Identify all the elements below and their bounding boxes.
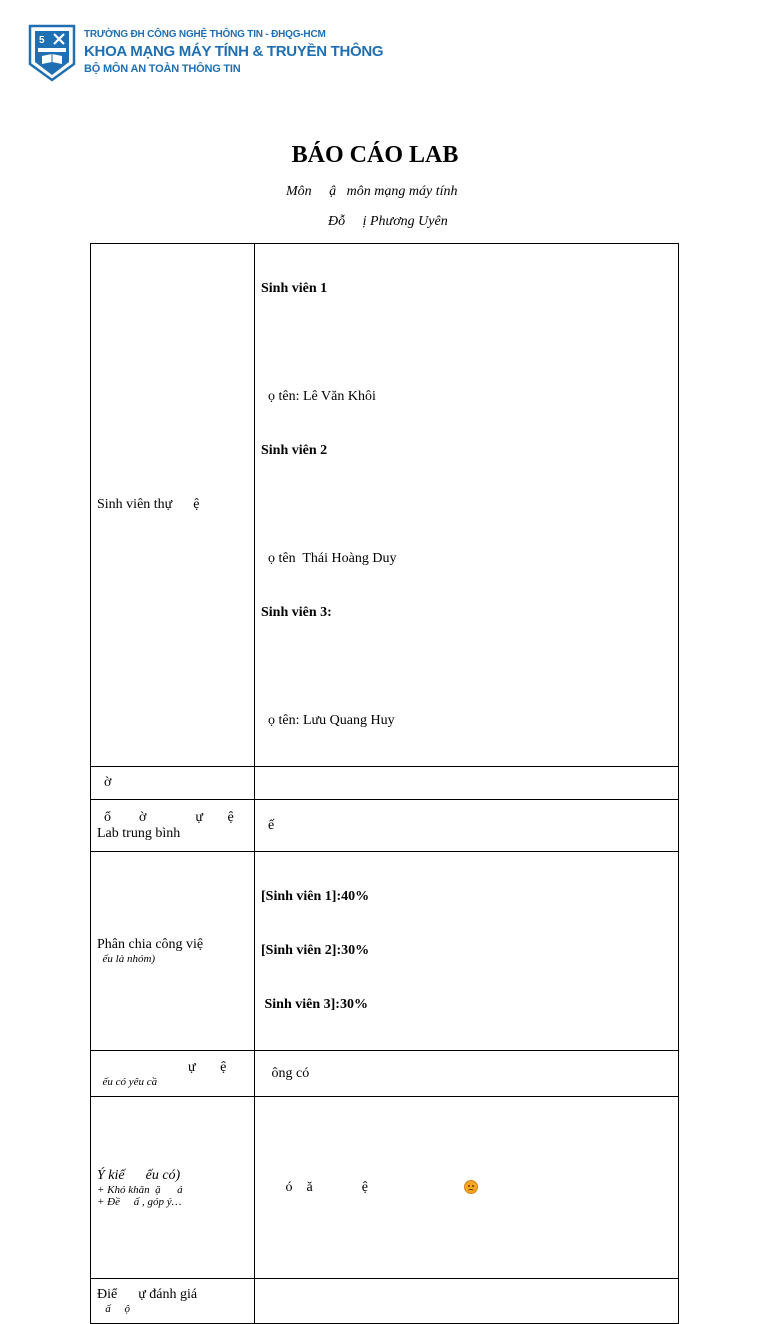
table-row-split <box>91 852 679 1051</box>
split-label-line1: Phân chia công việ <box>97 937 204 952</box>
opinion-label <box>91 1097 255 1279</box>
opinion-text: ó ă ệ <box>261 1179 368 1195</box>
score-label-line2: ấ ộ <box>97 1303 130 1315</box>
student1-heading: Sinh viên 1 <box>261 281 328 296</box>
subject-line: Môn ậ môn mạng máy tính <box>286 184 458 199</box>
split-student1: [Sinh viên 1]:40% <box>261 889 370 904</box>
score-label-line1: Điể ự đánh giá <box>97 1287 198 1302</box>
score-label <box>91 1279 255 1324</box>
demo-label-line2: ếu có yêu cầ <box>97 1075 158 1088</box>
students-label: Sinh viên thự ệ <box>91 244 255 767</box>
svg-text:5: 5 <box>39 35 45 46</box>
table-row-opinion <box>91 1097 679 1279</box>
student1-name: ọ tên: Lê Văn Khôi <box>261 389 376 404</box>
split-student3: Sinh viên 3]:30% <box>261 997 368 1012</box>
report-table <box>90 243 679 1324</box>
split-student2: [Sinh viên 2]:30% <box>261 943 370 958</box>
average-label-line1: ổ ờ ự ệ <box>97 809 234 825</box>
time-value <box>255 767 679 800</box>
table-row-score <box>91 1279 679 1324</box>
average-label <box>91 800 255 852</box>
teacher-line: Đỗ ị Phương Uyên <box>328 214 448 229</box>
department-name: BỘ MÔN AN TOÀN THÔNG TIN <box>84 63 241 75</box>
student2-heading: Sinh viên 2 <box>261 443 328 458</box>
opinion-value <box>255 1097 679 1279</box>
university-name: TRƯỜNG ĐH CÔNG NGHỆ THÔNG TIN - ĐHQG-HCM <box>84 29 326 40</box>
average-label-line2: Lab trung bình <box>97 825 181 841</box>
demo-value: ông có <box>255 1051 679 1097</box>
demo-label <box>91 1051 255 1097</box>
table-row-time <box>91 767 679 800</box>
table-row-demo <box>91 1051 679 1097</box>
student3-heading: Sinh viên 3: <box>261 605 332 620</box>
student3-name: ọ tên: Lưu Quang Huy <box>261 713 395 728</box>
average-value: ế <box>255 800 679 852</box>
table-row-students <box>91 244 679 767</box>
split-label <box>91 852 255 1051</box>
demo-label-line1: ự ệ <box>97 1059 227 1075</box>
opinion-label-line1: Ý kiế ếu có) <box>97 1167 181 1183</box>
score-value <box>255 1279 679 1324</box>
opinion-label-line2: + Khó khăn ặ á <box>97 1183 183 1196</box>
time-label: ờ <box>91 767 255 800</box>
split-value <box>255 852 679 1051</box>
sad-face-icon <box>464 1180 478 1194</box>
student2-name: ọ tên Thái Hoàng Duy <box>261 551 397 566</box>
opinion-label-line3: + Đề ấ , góp ý… <box>97 1195 182 1208</box>
university-logo-icon <box>28 24 76 82</box>
students-value <box>255 244 679 767</box>
faculty-name: KHOA MẠNG MÁY TÍNH & TRUYỀN THÔNG <box>84 43 384 60</box>
split-label-line2: ếu là nhóm) <box>97 953 156 965</box>
header-lines <box>84 28 383 76</box>
table-row-average <box>91 800 679 852</box>
report-title: BÁO CÁO LAB <box>291 142 459 168</box>
